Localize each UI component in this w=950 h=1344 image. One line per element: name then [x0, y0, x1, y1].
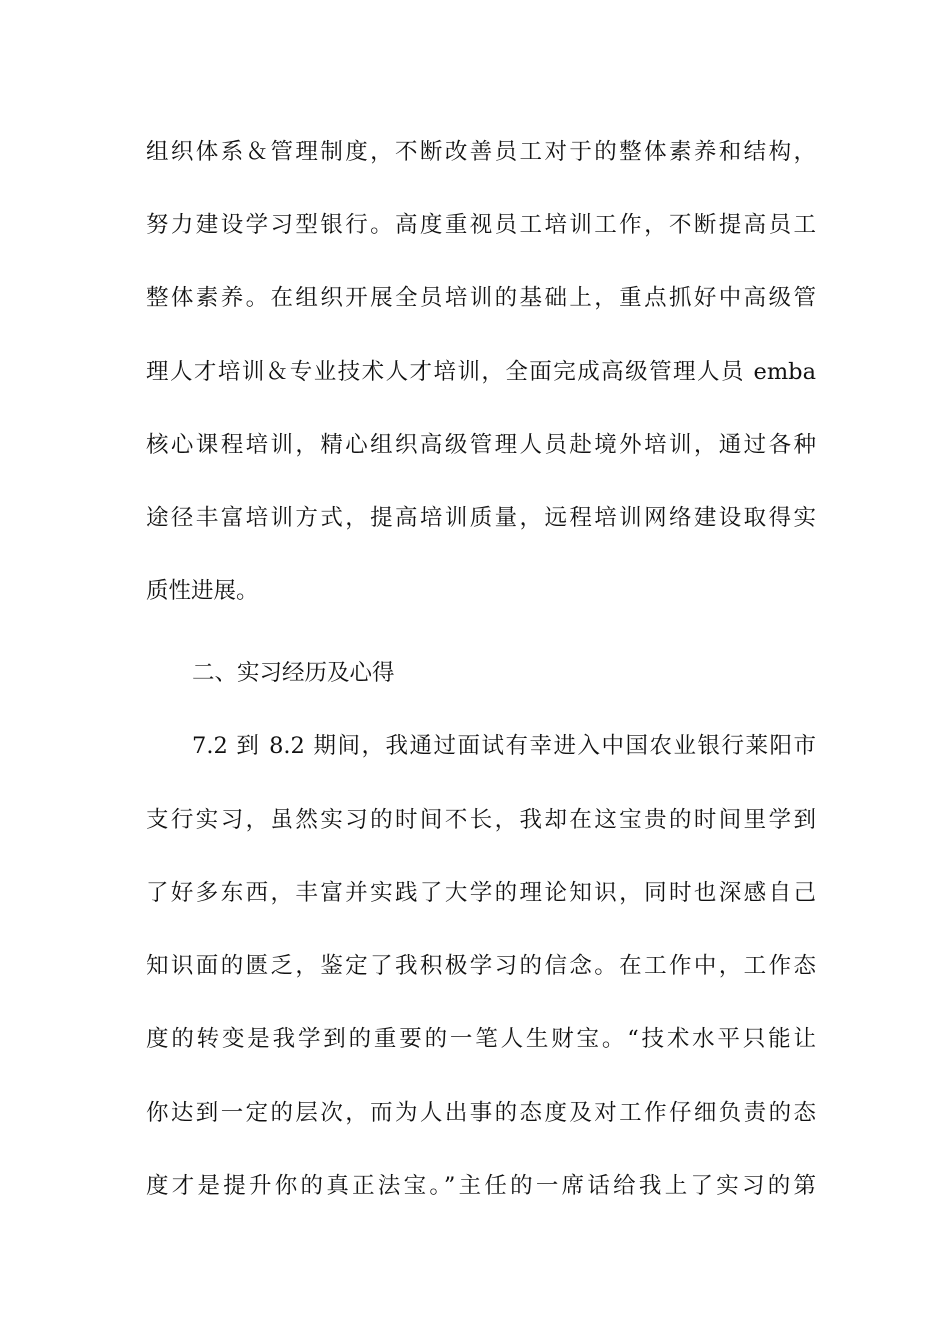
paragraph-2-line-4: 知识面的匮乏，鉴定了我积极学习的信念。在工作中，工作态 — [146, 953, 816, 979]
paragraph-1-line-5: 核心课程培训，精心组织高级管理人员赴境外培训，通过各种 — [146, 432, 816, 458]
section-heading: 二、实习经历及心得 — [192, 660, 395, 686]
paragraph-2-line-2: 支行实习，虽然实习的时间不长，我却在这宝贵的时间里学到 — [146, 807, 816, 833]
paragraph-1-line-4: 理人才培训＆专业技术人才培训，全面完成高级管理人员 emba — [146, 359, 816, 385]
paragraph-2-line-1: 7.2 到 8.2 期间，我通过面试有幸进入中国农业银行莱阳市 — [192, 733, 816, 759]
paragraph-1-line-1: 组织体系＆管理制度，不断改善员工对于的整体素养和结构， — [146, 139, 816, 165]
paragraph-2-line-6: 你达到一定的层次，而为人出事的态度及对工作仔细负责的态 — [146, 1100, 816, 1126]
paragraph-1-line-2: 努力建设学习型银行。高度重视员工培训工作，不断提高员工 — [146, 212, 816, 238]
paragraph-1-line-3: 整体素养。在组织开展全员培训的基础上，重点抓好中高级管 — [146, 285, 816, 311]
paragraph-2-line-7: 度才是提升你的真正法宝。”主任的一席话给我上了实习的第 — [146, 1173, 816, 1199]
paragraph-2-line-5: 度的转变是我学到的重要的一笔人生财宝。“技术水平只能让 — [146, 1026, 816, 1052]
paragraph-2-line-3: 了好多东西，丰富并实践了大学的理论知识，同时也深感自己 — [146, 880, 816, 906]
paragraph-1-line-6: 途径丰富培训方式，提高培训质量，远程培训网络建设取得实 — [146, 505, 816, 531]
paragraph-1-line-7: 质性进展。 — [146, 578, 259, 604]
